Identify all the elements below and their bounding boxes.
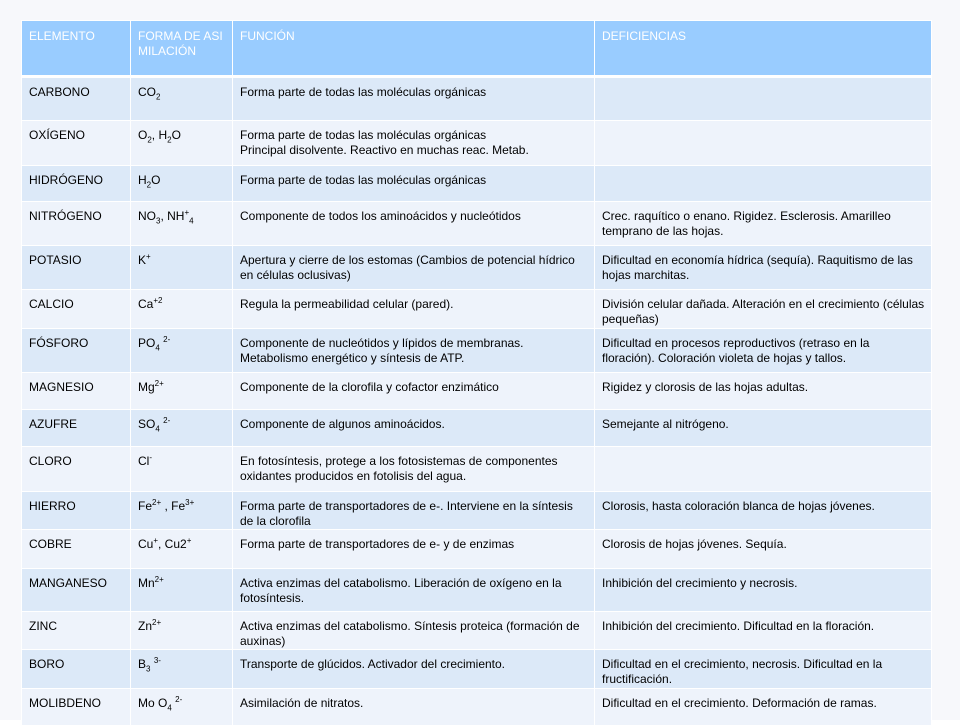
cell-assimilation-form: K+ [131, 246, 233, 290]
table-row [22, 77, 932, 121]
cell-function: Componente de la clorofila y cofactor enzimático [233, 373, 595, 410]
cell-deficiency: Semejante al nitrógeno. [595, 410, 932, 447]
cell-element: NITRÓGENO [22, 202, 131, 246]
cell-function: Forma parte de todas las moléculas orgánicas [233, 166, 595, 202]
table-row [22, 121, 932, 166]
cell-assimilation-form: $SO_4$ $^{2-}$ [131, 410, 233, 447]
cell-assimilation-form: $H_2O$ [131, 166, 233, 202]
cell-deficiency: División celular dañada. Alteración en el crecimiento (células pequeñas) [595, 290, 932, 329]
cell-function: Forma parte de transportadores de e- y de enzimas [233, 530, 595, 569]
cell-element: POTASIO [22, 246, 131, 290]
cell-element: OXÍGENO [22, 121, 131, 166]
cell-assimilation-form: $Mg^{2+}$ [131, 373, 233, 410]
table-row [22, 329, 932, 373]
cell-function: Forma parte de todas las moléculas orgánicas Principal disolvente. Reactivo en muchas reac. Metab. [233, 121, 595, 166]
table-row [22, 202, 932, 246]
header-element: ELEMENTO [22, 21, 131, 77]
cell-element: FÓSFORO [22, 329, 131, 373]
cell-assimilation-form: $Zn^{2+}$ [131, 612, 233, 650]
table-row [22, 492, 932, 530]
cell-element: MANGANESO [22, 569, 131, 612]
cell-element: HIERRO [22, 492, 131, 530]
cell-element: BORO [22, 650, 131, 689]
cell-assimilation-form: $Ca^{+2}$ [131, 290, 233, 329]
cell-assimilation-form: $PO_4$ $^{2-}$ [131, 329, 233, 373]
cell-deficiency [595, 166, 932, 202]
table-row [22, 612, 932, 650]
cell-deficiency: Clorosis de hojas jóvenes. Sequía. [595, 530, 932, 569]
table-row [22, 373, 932, 410]
cell-deficiency: Clorosis, hasta coloración blanca de hojas jóvenes. [595, 492, 932, 530]
cell-assimilation-form: $Fe^{2+}$ , $Fe^{3+}$ [131, 492, 233, 530]
cell-assimilation-form: $CO_2$ [131, 77, 233, 121]
cell-element: AZUFRE [22, 410, 131, 447]
header-assimilation-form: FORMA DE ASIMILACIÓN [131, 21, 233, 77]
cell-function: Componente de algunos aminoácidos. [233, 410, 595, 447]
cell-deficiency: Dificultad en el crecimiento, necrosis. Dificultad en la fructificación. [595, 650, 932, 689]
cell-function: Componente de nucleótidos y lípidos de membranas. Metabolismo energético y síntesis de ATP. [233, 329, 595, 373]
table-row [22, 246, 932, 290]
table-row [22, 650, 932, 689]
cell-assimilation-form: $O_2$, $H_2O$ [131, 121, 233, 166]
cell-deficiency: Rigidez y clorosis de las hojas adultas. [595, 373, 932, 410]
cell-deficiency: Dificultad en el crecimiento. Deformación de ramas. [595, 689, 932, 726]
cell-deficiency: Inhibición del crecimiento. Dificultad en la floración. [595, 612, 932, 650]
cell-function: Forma parte de transportadores de e-. Interviene en la síntesis de la clorofila [233, 492, 595, 530]
cell-function: Transporte de glúcidos. Activador del crecimiento. [233, 650, 595, 689]
cell-assimilation-form: Mo $O_4$ $^{2-}$ [131, 689, 233, 726]
cell-function: En fotosíntesis, protege a los fotosistemas de componentes oxidantes producidos en fotolisis del agua. [233, 447, 595, 492]
cell-function: Activa enzimas del catabolismo. Liberación de oxígeno en la fotosíntesis. [233, 569, 595, 612]
table-body [22, 77, 932, 726]
cell-deficiency: Crec. raquítico o enano. Rigidez. Esclerosis. Amarilleo temprano de las hojas. [595, 202, 932, 246]
table-row [22, 166, 932, 202]
cell-element: CARBONO [22, 77, 131, 121]
cell-function: Activa enzimas del catabolismo. Síntesis proteica (formación de auxinas) [233, 612, 595, 650]
nutrients-table [21, 20, 932, 726]
table-row [22, 569, 932, 612]
cell-deficiency: Inhibición del crecimiento y necrosis. [595, 569, 932, 612]
cell-function: Componente de todos los aminoácidos y nucleótidos [233, 202, 595, 246]
cell-deficiency [595, 77, 932, 121]
cell-deficiency: Dificultad en economía hídrica (sequía). Raquitismo de las hojas marchitas. [595, 246, 932, 290]
cell-deficiency: Dificultad en procesos reproductivos (retraso en la floración). Coloración violeta de hojas y tallos. [595, 329, 932, 373]
cell-assimilation-form: $NO_3$, $NH^+_4$ [131, 202, 233, 246]
cell-function: Apertura y cierre de los estomas (Cambios de potencial hídrico en células oclusivas) [233, 246, 595, 290]
cell-assimilation-form: $B_3$ $^{3-}$ [131, 650, 233, 689]
table-header-row [22, 21, 932, 77]
header-deficiencies: DEFICIENCIAS [595, 21, 932, 77]
cell-element: MOLIBDENO [22, 689, 131, 726]
cell-element: HIDRÓGENO [22, 166, 131, 202]
cell-element: CLORO [22, 447, 131, 492]
cell-element: CALCIO [22, 290, 131, 329]
cell-deficiency [595, 447, 932, 492]
cell-element: COBRE [22, 530, 131, 569]
table-row [22, 447, 932, 492]
cell-deficiency [595, 121, 932, 166]
cell-assimilation-form: Cl- [131, 447, 233, 492]
table-row [22, 290, 932, 329]
header-function: FUNCIÓN [233, 21, 595, 77]
cell-function: Forma parte de todas las moléculas orgánicas [233, 77, 595, 121]
table-row [22, 530, 932, 569]
cell-element: MAGNESIO [22, 373, 131, 410]
cell-element: ZINC [22, 612, 131, 650]
table-row [22, 410, 932, 447]
cell-function: Asimilación de nitratos. [233, 689, 595, 726]
cell-function: Regula la permeabilidad celular (pared). [233, 290, 595, 329]
cell-assimilation-form: Cu+, Cu2+ [131, 530, 233, 569]
cell-assimilation-form: $Mn^{2+}$ [131, 569, 233, 612]
